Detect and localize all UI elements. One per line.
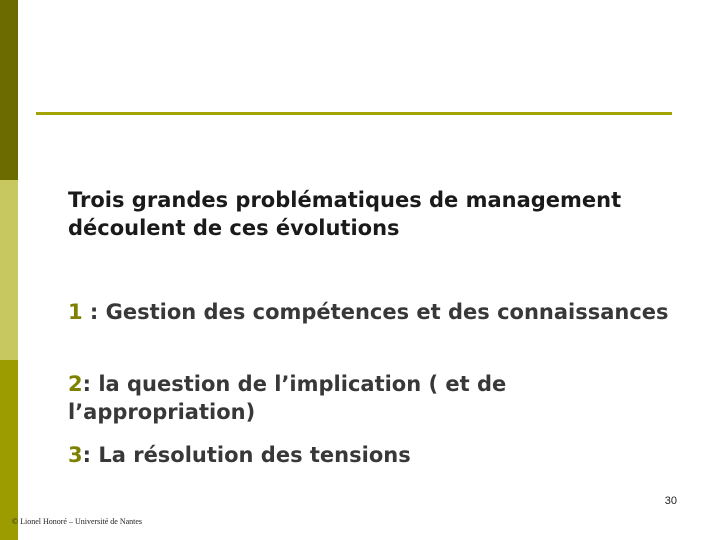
point-3	[68, 441, 688, 469]
footer-credit: © Lionel Honoré – Université de Nantes	[12, 517, 143, 526]
point-2-separator: :	[82, 372, 99, 396]
point-2-text: la question de l’implication ( et de l’appropriation)	[68, 372, 507, 424]
title-divider	[36, 112, 672, 115]
slide-heading: Trois grandes problématiques de management découlent de ces évolutions	[68, 188, 622, 240]
point-3-separator: :	[82, 443, 99, 467]
point-2	[68, 370, 688, 426]
sidebar-middle-band	[0, 180, 18, 360]
point-3-text: La résolution des tensions	[98, 443, 411, 467]
sidebar-bottom-band	[0, 360, 18, 540]
point-2-number: 2	[68, 372, 83, 396]
sidebar-top-band	[0, 0, 18, 180]
point-1-number: 1	[68, 300, 83, 324]
page-number: 30	[664, 495, 677, 507]
point-1-separator: :	[82, 300, 106, 324]
point-1	[68, 298, 688, 326]
point-1-text: Gestion des compétences et des connaissances	[105, 300, 669, 324]
point-3-number: 3	[68, 443, 83, 467]
